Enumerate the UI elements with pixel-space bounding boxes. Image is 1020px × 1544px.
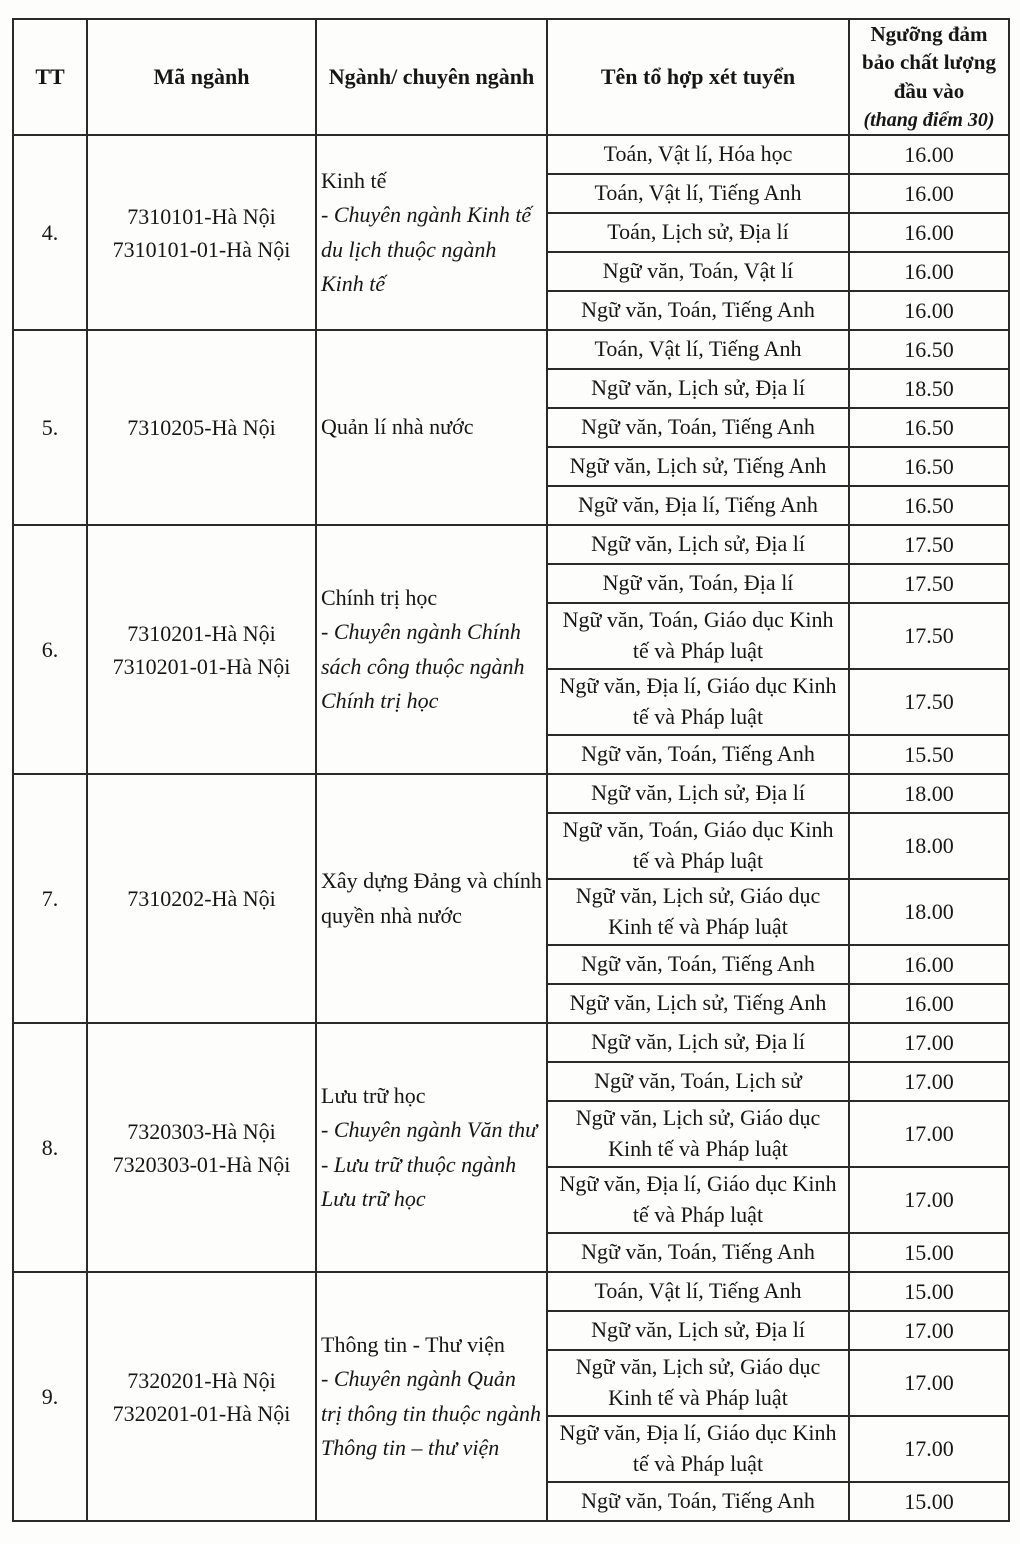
subject-combination: Ngữ văn, Địa lí, Giáo dục Kinh tế và Pháp luật bbox=[547, 669, 849, 735]
subject-combination: Ngữ văn, Lịch sử, Tiếng Anh bbox=[547, 447, 849, 486]
subject-combination: Ngữ văn, Toán, Vật lí bbox=[547, 252, 849, 291]
table-header-row bbox=[13, 19, 1009, 135]
subject-combination: Toán, Vật lí, Tiếng Anh bbox=[547, 330, 849, 369]
threshold-score: 17.00 bbox=[849, 1350, 1009, 1416]
header-major-code: Mã ngành bbox=[87, 19, 316, 135]
major-code: 7320201-Hà Nội bbox=[127, 1367, 276, 1393]
subject-combination: Ngữ văn, Toán, Giáo dục Kinh tế và Pháp luật bbox=[547, 813, 849, 879]
header-major: Ngành/ chuyên ngành bbox=[316, 19, 547, 135]
major-code: 7310201-Hà Nội bbox=[127, 620, 276, 646]
subject-combination: Ngữ văn, Lịch sử, Giáo dục Kinh tế và Pháp luật bbox=[547, 1101, 849, 1167]
threshold-score: 16.50 bbox=[849, 486, 1009, 525]
threshold-score: 18.00 bbox=[849, 813, 1009, 879]
major-name: Kinh tế bbox=[321, 168, 387, 194]
threshold-score: 17.50 bbox=[849, 525, 1009, 564]
major-cell bbox=[316, 1023, 547, 1272]
threshold-score: 16.00 bbox=[849, 213, 1009, 252]
subject-combination: Ngữ văn, Toán, Tiếng Anh bbox=[547, 291, 849, 330]
table-body bbox=[13, 135, 1009, 1521]
threshold-score: 15.00 bbox=[849, 1272, 1009, 1311]
threshold-score: 17.00 bbox=[849, 1167, 1009, 1233]
subject-combination: Toán, Lịch sử, Địa lí bbox=[547, 213, 849, 252]
major-code: 7310101-01-Hà Nội bbox=[112, 236, 291, 262]
major-code-cell bbox=[87, 525, 316, 774]
header-tt: TT bbox=[13, 19, 87, 135]
subject-combination: Ngữ văn, Toán, Tiếng Anh bbox=[547, 735, 849, 774]
subject-combination: Ngữ văn, Lịch sử, Địa lí bbox=[547, 774, 849, 813]
major-code-cell bbox=[87, 1272, 316, 1521]
subject-combination: Ngữ văn, Lịch sử, Địa lí bbox=[547, 1311, 849, 1350]
table-row bbox=[13, 135, 1009, 174]
subject-combination: Toán, Vật lí, Tiếng Anh bbox=[547, 174, 849, 213]
subject-combination: Ngữ văn, Toán, Lịch sử bbox=[547, 1062, 849, 1101]
threshold-score: 16.50 bbox=[849, 408, 1009, 447]
specialization-name: - Chuyên ngành Văn thư - Lưu trữ thuộc ngành Lưu trữ học bbox=[321, 1117, 538, 1211]
subject-combination: Ngữ văn, Toán, Giáo dục Kinh tế và Pháp luật bbox=[547, 603, 849, 669]
major-code: 7310101-Hà Nội bbox=[127, 203, 276, 229]
header-threshold-scale: (thang điểm 30) bbox=[863, 109, 995, 132]
subject-combination: Ngữ văn, Toán, Tiếng Anh bbox=[547, 1482, 849, 1521]
major-cell bbox=[316, 135, 547, 330]
subject-combination: Ngữ văn, Lịch sử, Địa lí bbox=[547, 525, 849, 564]
row-number: 5. bbox=[13, 330, 87, 525]
specialization-name: - Chuyên ngành Kinh tế du lịch thuộc ngành Kinh tế bbox=[321, 202, 532, 296]
major-name: Lưu trữ học bbox=[321, 1083, 426, 1109]
major-name: Chính trị học bbox=[321, 585, 438, 611]
threshold-score: 17.00 bbox=[849, 1416, 1009, 1482]
major-code: 7320303-Hà Nội bbox=[127, 1118, 276, 1144]
specialization-name: - Chuyên ngành Quản trị thông tin thuộc ngành Thông tin – thư viện bbox=[321, 1366, 541, 1460]
threshold-score: 15.00 bbox=[849, 1482, 1009, 1521]
threshold-score: 15.00 bbox=[849, 1233, 1009, 1272]
threshold-score: 16.00 bbox=[849, 252, 1009, 291]
threshold-score: 17.00 bbox=[849, 1023, 1009, 1062]
threshold-score: 17.00 bbox=[849, 1311, 1009, 1350]
subject-combination: Ngữ văn, Lịch sử, Giáo dục Kinh tế và Pháp luật bbox=[547, 1350, 849, 1416]
major-cell bbox=[316, 330, 547, 525]
threshold-score: 17.50 bbox=[849, 669, 1009, 735]
major-cell bbox=[316, 525, 547, 774]
table-row bbox=[13, 1272, 1009, 1311]
major-code: 7310201-01-Hà Nội bbox=[112, 653, 291, 679]
major-code: 7310202-Hà Nội bbox=[127, 886, 276, 912]
threshold-score: 16.00 bbox=[849, 984, 1009, 1023]
major-code-cell bbox=[87, 1023, 316, 1272]
major-code: 7310205-Hà Nội bbox=[127, 415, 276, 441]
threshold-score: 17.50 bbox=[849, 603, 1009, 669]
threshold-score: 15.50 bbox=[849, 735, 1009, 774]
threshold-score: 16.00 bbox=[849, 945, 1009, 984]
major-cell bbox=[316, 774, 547, 1023]
table-row bbox=[13, 525, 1009, 564]
major-name: Xây dựng Đảng và chính quyền nhà nước bbox=[321, 868, 542, 928]
major-name: Thông tin - Thư viện bbox=[321, 1332, 505, 1358]
subject-combination: Ngữ văn, Toán, Tiếng Anh bbox=[547, 1233, 849, 1272]
admission-threshold-table bbox=[12, 18, 1010, 1522]
row-number: 6. bbox=[13, 525, 87, 774]
major-cell bbox=[316, 1272, 547, 1521]
threshold-score: 18.00 bbox=[849, 879, 1009, 945]
subject-combination: Ngữ văn, Toán, Tiếng Anh bbox=[547, 408, 849, 447]
table-row bbox=[13, 330, 1009, 369]
table-row bbox=[13, 774, 1009, 813]
threshold-score: 17.50 bbox=[849, 564, 1009, 603]
subject-combination: Ngữ văn, Địa lí, Giáo dục Kinh tế và Pháp luật bbox=[547, 1167, 849, 1233]
threshold-score: 17.00 bbox=[849, 1062, 1009, 1101]
subject-combination: Ngữ văn, Toán, Địa lí bbox=[547, 564, 849, 603]
major-code-cell bbox=[87, 135, 316, 330]
subject-combination: Ngữ văn, Lịch sử, Địa lí bbox=[547, 1023, 849, 1062]
row-number: 9. bbox=[13, 1272, 87, 1521]
subject-combination: Ngữ văn, Địa lí, Giáo dục Kinh tế và Pháp luật bbox=[547, 1416, 849, 1482]
major-name: Quản lí nhà nước bbox=[321, 414, 474, 440]
subject-combination: Toán, Vật lí, Hóa học bbox=[547, 135, 849, 174]
threshold-score: 16.50 bbox=[849, 447, 1009, 486]
major-code-cell bbox=[87, 774, 316, 1023]
major-code: 7320201-01-Hà Nội bbox=[112, 1400, 291, 1426]
row-number: 4. bbox=[13, 135, 87, 330]
threshold-score: 18.00 bbox=[849, 774, 1009, 813]
specialization-name: - Chuyên ngành Chính sách công thuộc ngành Chính trị học bbox=[321, 619, 525, 713]
threshold-score: 16.50 bbox=[849, 330, 1009, 369]
row-number: 8. bbox=[13, 1023, 87, 1272]
threshold-score: 18.50 bbox=[849, 369, 1009, 408]
subject-combination: Ngữ văn, Lịch sử, Địa lí bbox=[547, 369, 849, 408]
major-code: 7320303-01-Hà Nội bbox=[112, 1151, 291, 1177]
subject-combination: Ngữ văn, Lịch sử, Tiếng Anh bbox=[547, 984, 849, 1023]
subject-combination: Ngữ văn, Địa lí, Tiếng Anh bbox=[547, 486, 849, 525]
threshold-score: 16.00 bbox=[849, 135, 1009, 174]
threshold-score: 16.00 bbox=[849, 291, 1009, 330]
threshold-score: 17.00 bbox=[849, 1101, 1009, 1167]
subject-combination: Toán, Vật lí, Tiếng Anh bbox=[547, 1272, 849, 1311]
header-threshold-label: Ngưỡng đảm bảo chất lượng đầu vào bbox=[862, 22, 996, 103]
table-row bbox=[13, 1023, 1009, 1062]
subject-combination: Ngữ văn, Toán, Tiếng Anh bbox=[547, 945, 849, 984]
header-threshold bbox=[849, 19, 1009, 135]
row-number: 7. bbox=[13, 774, 87, 1023]
header-combination: Tên tổ hợp xét tuyển bbox=[547, 19, 849, 135]
subject-combination: Ngữ văn, Lịch sử, Giáo dục Kinh tế và Pháp luật bbox=[547, 879, 849, 945]
threshold-score: 16.00 bbox=[849, 174, 1009, 213]
major-code-cell bbox=[87, 330, 316, 525]
